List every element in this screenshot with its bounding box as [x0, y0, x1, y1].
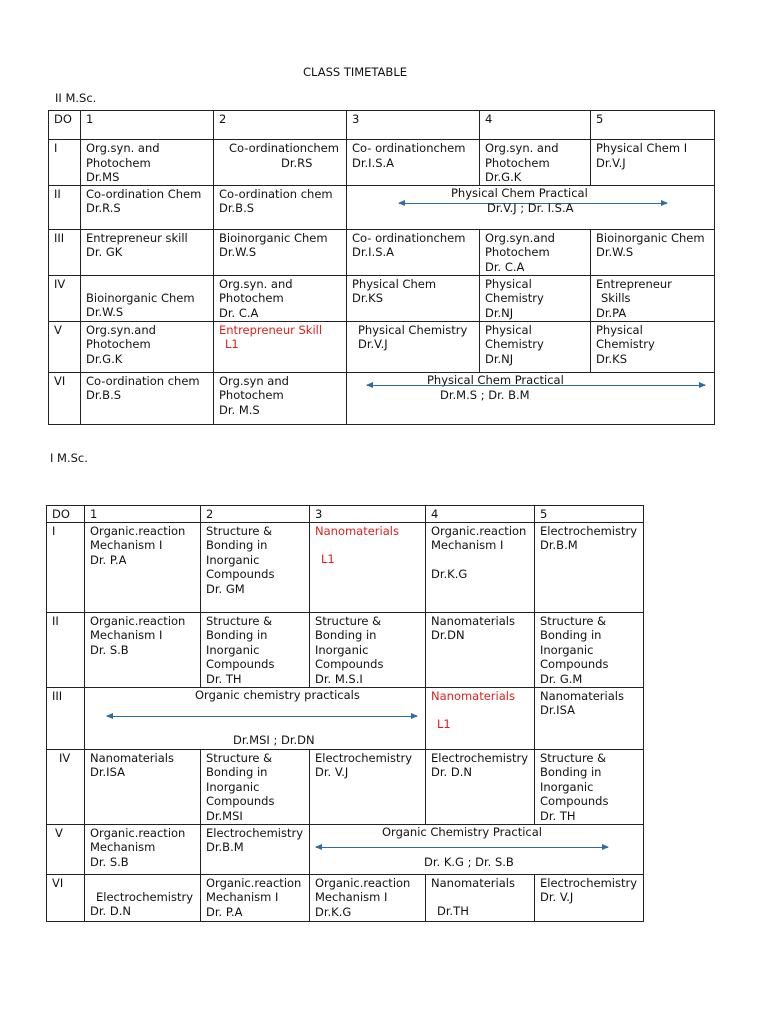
- period-cell: Physical Chemistry Dr.NJ: [480, 321, 591, 372]
- table-row: [47, 824, 644, 874]
- period-cell: Entrepreneur Skill L1: [214, 321, 347, 372]
- table-label-ii-msc: II M.Sc.: [55, 91, 97, 105]
- table-row: [49, 372, 715, 424]
- table-row: [49, 275, 715, 321]
- header-cell: 3: [347, 111, 480, 140]
- period-cell: Nanomaterials Dr.DN: [426, 612, 535, 687]
- period-cell: Electrochemistry Dr.B.M: [201, 824, 310, 874]
- day-cell: V: [49, 321, 81, 372]
- period-cell: Nanomaterials Dr.ISA: [85, 749, 201, 824]
- period-cell: Bioinorganic Chem Dr.W.S: [591, 229, 715, 275]
- period-cell: Organic.reaction Mechanism I Dr.K.G: [426, 522, 535, 612]
- period-cell: Physical Chem I Dr.V.J: [591, 140, 715, 186]
- period-cell: Physical Chemistry Dr.KS: [591, 321, 715, 372]
- table-row: [47, 874, 644, 921]
- period-cell: Nanomaterials Dr.TH: [426, 874, 535, 921]
- period-cell: Nanomaterials Dr.ISA: [535, 687, 644, 749]
- period-cell: Electrochemistry Dr. D.N: [426, 749, 535, 824]
- period-cell: Structure & Bonding in Inorganic Compounds Dr. GM: [201, 522, 310, 612]
- table-row: [49, 140, 715, 186]
- table-row: [47, 749, 644, 824]
- period-cell: Co-ordination Chem Dr.R.S: [81, 185, 214, 229]
- header-cell: 2: [214, 111, 347, 140]
- period-cell: Electrochemistry Dr. V.J: [535, 874, 644, 921]
- period-cell: Org.syn. and Photochem Dr.MS: [81, 140, 214, 186]
- day-cell: I: [49, 140, 81, 186]
- period-cell: Nanomaterials L1: [426, 687, 535, 749]
- header-cell: 3: [310, 506, 426, 523]
- double-arrow-icon: [107, 716, 417, 717]
- practical-staff: Dr.M.S ; Dr. B.M: [440, 387, 530, 402]
- table-row: [47, 612, 644, 687]
- day-cell: III: [49, 229, 81, 275]
- practical-title: Physical Chem Practical: [427, 372, 564, 387]
- period-cell: Org.syn. and Photochem Dr. C.A: [214, 275, 347, 321]
- practical-span-cell: [347, 372, 715, 424]
- period-cell: Bioinorganic Chem Dr.W.S: [214, 229, 347, 275]
- double-arrow-icon: [316, 847, 608, 848]
- period-cell: Structure & Bonding in Inorganic Compounds Dr. TH: [201, 612, 310, 687]
- header-cell: DO: [47, 506, 85, 523]
- day-cell: VI: [47, 874, 85, 921]
- practical-staff: Dr.MSI ; Dr.DN: [233, 732, 315, 747]
- period-cell: Electrochemistry Dr.B.M: [535, 522, 644, 612]
- period-cell: Organic.reaction Mechanism I Dr. S.B: [85, 612, 201, 687]
- practical-title: Physical Chem Practical: [451, 185, 588, 200]
- period-cell: Organic.reaction Mechanism I Dr.K.G: [310, 874, 426, 921]
- period-cell: Physical Chemistry Dr.V.J: [347, 321, 480, 372]
- day-cell: II: [49, 185, 81, 229]
- day-cell: II: [47, 612, 85, 687]
- day-cell: V: [47, 824, 85, 874]
- timetable-i-msc: [46, 505, 644, 922]
- header-cell: 5: [535, 506, 644, 523]
- period-cell: Org.syn and Photochem Dr. M.S: [214, 372, 347, 424]
- period-cell: Structure & Bonding in Inorganic Compounds Dr. TH: [535, 749, 644, 824]
- period-cell: Bioinorganic Chem Dr.W.S: [81, 275, 214, 321]
- header-cell: 4: [426, 506, 535, 523]
- period-cell: Structure & Bonding in Inorganic Compounds Dr.MSI: [201, 749, 310, 824]
- header-cell: 2: [201, 506, 310, 523]
- practical-staff: Dr. K.G ; Dr. S.B: [424, 854, 514, 869]
- header-cell: DO: [49, 111, 81, 140]
- double-arrow-icon: [367, 385, 705, 386]
- period-cell: Co-ordination chem Dr.B.S: [214, 185, 347, 229]
- period-cell: Structure & Bonding in Inorganic Compounds Dr. M.S.I: [310, 612, 426, 687]
- header-cell: 1: [81, 111, 214, 140]
- table-row: [49, 321, 715, 372]
- timetable-ii-msc: [48, 110, 715, 425]
- period-cell: Nanomaterials L1: [310, 522, 426, 612]
- day-cell: IV: [49, 275, 81, 321]
- period-cell: Org.syn. and Photochem Dr.G.K: [480, 140, 591, 186]
- period-cell: Electrochemistry Dr. V.J: [310, 749, 426, 824]
- day-cell: I: [47, 522, 85, 612]
- day-cell: VI: [49, 372, 81, 424]
- practical-span-cell: [310, 824, 644, 874]
- table-row: [47, 687, 644, 749]
- table-header-row: [47, 506, 644, 523]
- practical-staff: Dr.V.J ; Dr. I.S.A: [487, 200, 574, 215]
- header-cell: 5: [591, 111, 715, 140]
- period-cell: Org.syn.and Photochem Dr.G.K: [81, 321, 214, 372]
- period-cell: Entrepreneur skill Dr. GK: [81, 229, 214, 275]
- period-cell: Electrochemistry Dr. D.N: [85, 874, 201, 921]
- table-row: [49, 229, 715, 275]
- header-cell: 4: [480, 111, 591, 140]
- period-cell: Entrepreneur Skills Dr.PA: [591, 275, 715, 321]
- period-cell: Co- ordinationchem Dr.I.S.A: [347, 140, 480, 186]
- period-cell: Organic.reaction Mechanism Dr. S.B: [85, 824, 201, 874]
- period-cell: Structure & Bonding in Inorganic Compounds Dr. G.M: [535, 612, 644, 687]
- period-cell: Co-ordination chem Dr.B.S: [81, 372, 214, 424]
- period-cell: Organic.reaction Mechanism I Dr. P.A: [85, 522, 201, 612]
- day-cell: IV: [47, 749, 85, 824]
- practical-title: Organic Chemistry Practical: [382, 824, 542, 839]
- period-cell: Co- ordinationchem Dr.I.S.A: [347, 229, 480, 275]
- period-cell: Org.syn.and Photochem Dr. C.A: [480, 229, 591, 275]
- practical-title: Organic chemistry practicals: [195, 687, 360, 702]
- period-cell: Physical Chemistry Dr.NJ: [480, 275, 591, 321]
- period-cell: Organic.reaction Mechanism I Dr. P.A: [201, 874, 310, 921]
- period-cell: Physical Chem Dr.KS: [347, 275, 480, 321]
- page-title: CLASS TIMETABLE: [303, 65, 407, 79]
- practical-span-cell: [85, 687, 426, 749]
- table-label-i-msc: I M.Sc.: [50, 451, 88, 465]
- header-cell: 1: [85, 506, 201, 523]
- day-cell: III: [47, 687, 85, 749]
- table-header-row: [49, 111, 715, 140]
- period-cell: Co-ordinationchem Dr.RS: [214, 140, 347, 186]
- table-row: [49, 185, 715, 229]
- table-row: [47, 522, 644, 612]
- practical-span-cell: [347, 185, 715, 229]
